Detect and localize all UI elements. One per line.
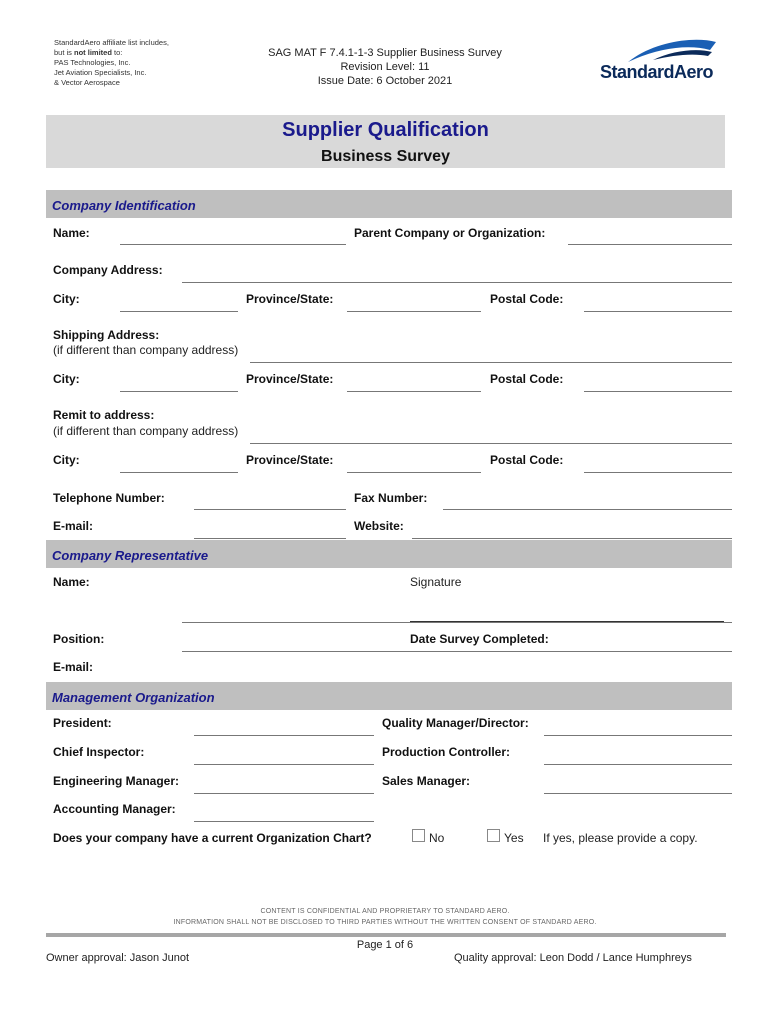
telephone-field[interactable] [194,509,346,510]
owner-approval: Owner approval: Jason Junot [46,952,190,964]
accounting-manager-label: Accounting Manager: [53,802,176,816]
document-id: SAG MAT F 7.4.1-1-3 Supplier Business Survey [268,47,502,59]
position-label: Position: [53,632,105,646]
remit-postal-field[interactable] [584,472,732,473]
company-address-field[interactable] [182,282,732,283]
telephone-label: Telephone Number: [53,491,165,505]
signature-field[interactable] [410,621,724,622]
org-chart-yes-label: Yes [504,831,524,845]
org-chart-yes-checkbox[interactable] [487,829,500,842]
quality-manager-label: Quality Manager/Director: [382,716,529,730]
province-label: Province/State: [246,292,334,306]
logo-text: StandardAero [600,62,714,82]
position-field[interactable] [182,651,732,652]
email-field[interactable] [194,538,346,539]
city-field[interactable] [120,311,238,312]
province-field[interactable] [347,311,481,312]
affiliate-line-2-pre: but is [54,48,75,57]
shipping-city-label: City: [53,372,80,386]
issue-date: Issue Date: 6 October 2021 [317,75,453,87]
date-completed-label: Date Survey Completed: [410,632,549,646]
affiliate-line-5: & Vector Aerospace [54,78,120,87]
engineering-manager-field[interactable] [194,793,374,794]
confidential-notice-2: INFORMATION SHALL NOT BE DISCLOSED TO THIRD PARTIES WITHOUT THE WRITTEN CONSENT OF STANDARD AERO. [173,919,597,926]
fax-field[interactable] [443,509,732,510]
accounting-manager-field[interactable] [194,821,374,822]
affiliate-line-1: StandardAero affiliate list includes, [54,38,169,47]
revision-level: Revision Level: 11 [340,61,430,73]
production-controller-label: Production Controller: [382,745,510,759]
website-label: Website: [354,519,404,533]
confidential-notice-1: CONTENT IS CONFIDENTIAL AND PROPRIETARY TO STANDARD AERO. [260,908,510,915]
shipping-province-label: Province/State: [246,372,334,386]
section-title: Company Identification [52,198,196,213]
shipping-province-field[interactable] [347,391,481,392]
page-number: Page 1 of 6 [356,939,414,951]
company-name-field[interactable] [120,244,346,245]
sales-manager-label: Sales Manager: [382,774,471,788]
document-header [200,46,570,88]
city-label: City: [53,292,80,306]
remit-postal-label: Postal Code: [490,453,564,467]
affiliate-line-4: Jet Aviation Specialists, Inc. [54,68,147,77]
shipping-address-note: (if different than company address) [53,343,239,357]
affiliate-line-2-bold: not limited [74,48,112,57]
remit-city-label: City: [53,453,80,467]
postal-code-field[interactable] [584,311,732,312]
remit-city-field[interactable] [120,472,238,473]
org-chart-no-checkbox[interactable] [412,829,425,842]
org-chart-note: If yes, please provide a copy. [543,831,698,845]
remit-province-label: Province/State: [246,453,334,467]
section-management-organization [46,682,732,710]
parent-company-label: Parent Company or Organization: [354,226,546,240]
sales-manager-field[interactable] [544,793,732,794]
affiliate-line-2-post: to: [111,48,123,57]
shipping-address-field[interactable] [250,362,732,363]
quality-manager-field[interactable] [544,735,732,736]
rep-name-field[interactable] [182,622,732,623]
affiliate-note [54,38,169,88]
company-address-label: Company Address: [53,263,163,277]
postal-code-label: Postal Code: [490,292,564,306]
section-title: Management Organization [52,690,215,705]
chief-inspector-label: Chief Inspector: [53,745,145,759]
shipping-postal-label: Postal Code: [490,372,564,386]
page-title: Supplier Qualification [282,119,489,141]
remit-address-field[interactable] [250,443,732,444]
affiliate-line-3: PAS Technologies, Inc. [54,58,131,67]
engineering-manager-label: Engineering Manager: [53,774,180,788]
title-block [46,115,725,168]
remit-address-label: Remit to address: [53,408,155,422]
email-label: E-mail: [53,519,94,533]
quality-approval: Quality approval: Leon Dodd / Lance Humphreys [454,952,692,964]
affiliate-line-2 [54,48,169,58]
website-field[interactable] [412,538,732,539]
section-company-identification [46,190,732,218]
company-name-label: Name: [53,226,90,240]
org-chart-no-label: No [429,831,445,845]
rep-name-label: Name: [53,575,90,589]
org-chart-question: Does your company have a current Organization Chart? [53,831,372,845]
signature-label: Signature [410,575,462,589]
section-title: Company Representative [52,548,209,563]
rep-email-label: E-mail: [53,660,94,674]
section-company-representative [46,540,732,568]
production-controller-field[interactable] [544,764,732,765]
footer-divider [46,933,726,937]
remit-province-field[interactable] [347,472,481,473]
chief-inspector-field[interactable] [194,764,374,765]
shipping-postal-field[interactable] [584,391,732,392]
shipping-city-field[interactable] [120,391,238,392]
fax-label: Fax Number: [354,491,428,505]
president-field[interactable] [194,735,374,736]
parent-company-field[interactable] [568,244,732,245]
page-subtitle: Business Survey [321,148,450,165]
shipping-address-label: Shipping Address: [53,328,160,342]
standardaero-logo [598,36,723,86]
remit-address-note: (if different than company address) [53,424,239,438]
president-label: President: [53,716,112,730]
